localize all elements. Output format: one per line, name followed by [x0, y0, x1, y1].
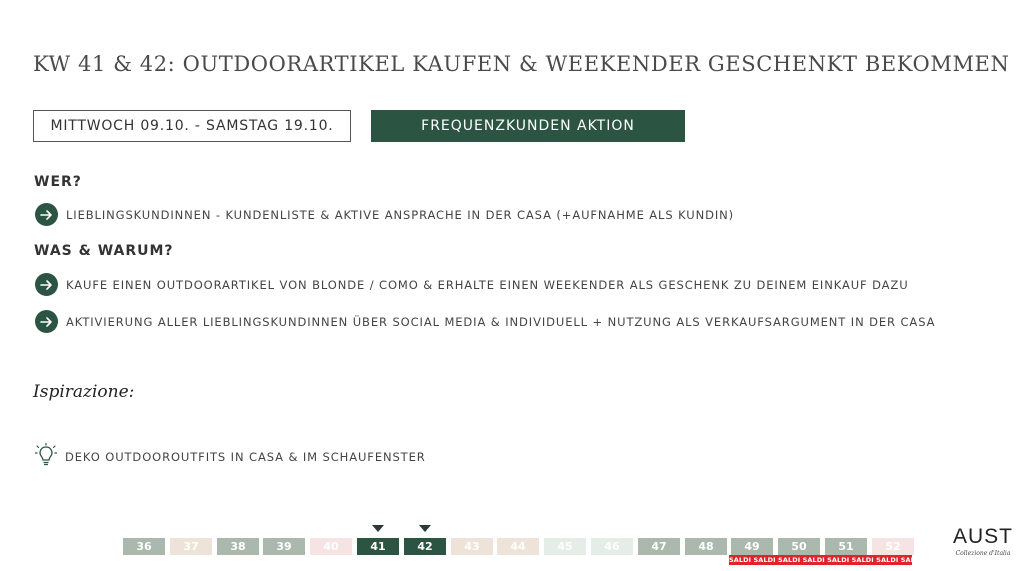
week-cell-38: 38 — [217, 538, 259, 555]
logo-tagline: Collezione d'Italia — [955, 550, 1011, 557]
week-cell-36: 36 — [123, 538, 165, 555]
week-cell-49: 49 — [731, 538, 773, 555]
week-cell-43: 43 — [451, 538, 493, 555]
week-cell-41: 41 — [357, 538, 399, 555]
week-marker-icon — [372, 525, 384, 532]
saldi-banner: SALDI SALDI SALDI SALDI SALDI SALDI SALDI SALDI SALDI SALDI — [729, 556, 972, 564]
arrow-right-icon — [35, 310, 58, 333]
week-cell-40: 40 — [310, 538, 352, 555]
inspiration-item — [35, 443, 426, 471]
page-title: KW 41 & 42: OUTDOORARTIKEL KAUFEN & WEEKENDER GESCHENKT BEKOMMEN — [33, 52, 1010, 76]
arrow-right-icon — [35, 273, 58, 296]
brand-logo — [953, 525, 1013, 557]
inspiration-text: DEKO OUTDOOROUTFITS IN CASA & IM SCHAUFENSTER — [65, 450, 426, 464]
action-label: FREQUENZKUNDEN AKTION — [421, 118, 635, 134]
week-cell-48: 48 — [685, 538, 727, 555]
heading-wer: WER? — [34, 174, 82, 190]
list-item-text: LIEBLINGSKUNDINNEN - KUNDENLISTE & AKTIVE ANSPRACHE IN DER CASA (+AUFNAHME ALS KUNDIN) — [66, 207, 735, 222]
date-range-label: MITTWOCH 09.10. - SAMSTAG 19.10. — [50, 118, 334, 134]
logo-wordmark: AUST — [953, 525, 1014, 548]
list-item — [35, 273, 909, 296]
inspiration-heading: Ispirazione: — [33, 382, 135, 402]
week-cell-46: 46 — [591, 538, 633, 555]
week-cell-45: 45 — [544, 538, 586, 555]
list-item — [35, 310, 935, 333]
week-cell-42: 42 — [404, 538, 446, 555]
list-item — [35, 203, 734, 226]
week-cell-44: 44 — [497, 538, 539, 555]
week-cell-52: 52 — [872, 538, 914, 555]
arrow-right-icon — [35, 203, 58, 226]
week-cell-50: 50 — [778, 538, 820, 555]
week-cell-39: 39 — [263, 538, 305, 555]
week-cell-47: 47 — [638, 538, 680, 555]
date-range — [33, 110, 351, 142]
week-cell-37: 37 — [170, 538, 212, 555]
week-marker-icon — [419, 525, 431, 532]
list-item-text: AKTIVIERUNG ALLER LIEBLINGSKUNDINNEN ÜBER SOCIAL MEDIA & INDIVIDUELL + NUTZUNG ALS VERKAUFSARGUMENT IN DER CASA — [66, 314, 936, 329]
action-badge — [371, 110, 685, 142]
list-item-text: KAUFE EINEN OUTDOORARTIKEL VON BLONDE / COMO & ERHALTE EINEN WEEKENDER ALS GESCHENK ZU DEINEM EINKAUF DAZU — [66, 277, 909, 292]
lightbulb-icon — [35, 443, 57, 471]
heading-was-warum: WAS & WARUM? — [34, 243, 174, 259]
week-cell-51: 51 — [825, 538, 867, 555]
